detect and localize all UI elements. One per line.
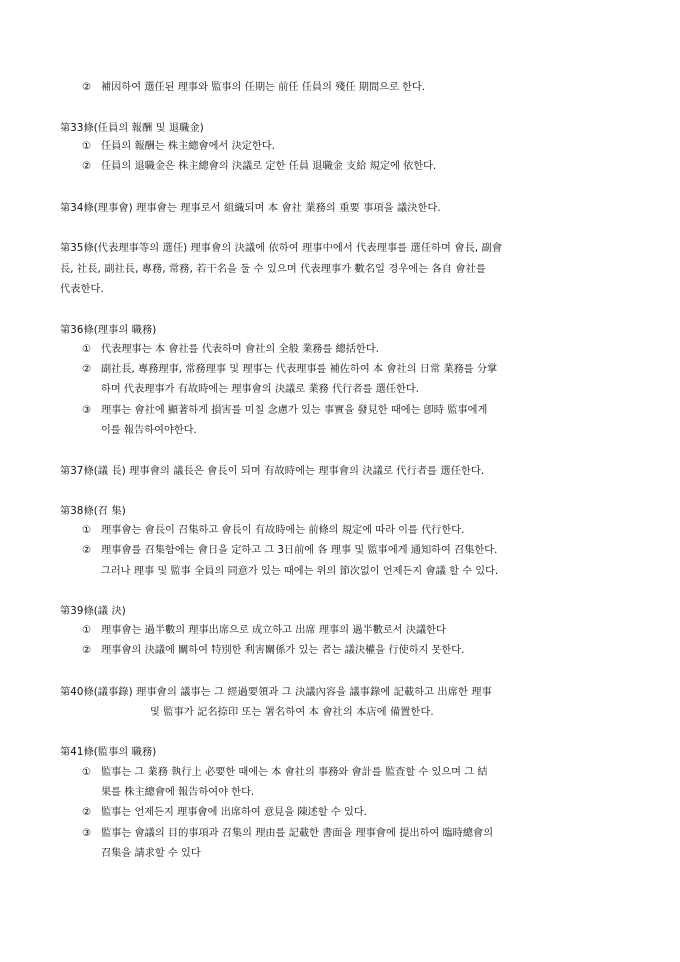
item-number: ③ <box>82 405 92 416</box>
art33-heading: 第33條(任員의 報酬 및 退職金) <box>60 123 204 134</box>
item-text: 監事는 언제든지 理事會에 出席하여 意見을 陳述할 수 있다. <box>101 807 367 818</box>
art36-item2-continuation: 하며 代表理事가 有故時에는 理事會의 決議로 業務 代行者를 選任한다. <box>101 384 419 395</box>
item-number: ① <box>82 525 92 536</box>
item-number: ① <box>82 344 92 355</box>
art36-heading: 第36條(理事의 職務) <box>60 325 157 336</box>
art34-text: 第34條(理事會) 理事會는 理事로서 組織되며 本 會社 業務의 重要 事項을 議決한다. <box>60 203 441 214</box>
item-number: ② <box>82 161 92 172</box>
item-number: ② <box>82 82 92 93</box>
item-text: 任員의 報酬는 株主總會에서 決定한다. <box>101 141 275 152</box>
art41-heading: 第41條(監事의 職務) <box>60 747 157 758</box>
art39-heading: 第39條(議 決) <box>60 606 126 617</box>
art36-item3-continuation: 이를 報告하여야한다. <box>101 425 197 436</box>
item-text: 監事는 그 業務 執行上 必要한 때에는 本 會社의 事務와 會計를 監査할 수 있으며 그 結 <box>101 767 488 778</box>
item-number: ② <box>82 364 92 375</box>
art40-line2: 및 監事가 記名捺印 또는 署名하여 本 會社의 本店에 備置한다. <box>150 707 434 718</box>
item-number: ① <box>82 625 92 636</box>
item-text: 理事會를 召集함에는 會日을 定하고 그 3日前에 各 理事 및 監事에게 通知하여 召集한다. <box>101 545 498 556</box>
art35-line3: 代表한다. <box>60 284 104 295</box>
item-text: 理事會의 決議에 關하여 特別한 利害關係가 있는 者는 議決權을 行使하지 못한다. <box>101 645 465 656</box>
item-number: ③ <box>82 828 92 839</box>
item-text: 理事會는 會長이 召集하고 會長이 有故時에는 前條의 規定에 따라 이를 代行한다. <box>101 525 465 536</box>
art38-heading: 第38條(召 集) <box>60 506 126 517</box>
item-text: 監事는 會議의 目的事項과 召集의 理由를 記載한 書面을 理事會에 提出하여 臨時總會의 <box>101 828 494 839</box>
art37-text: 第37條(議 長) 理事會의 議長은 會長이 되며 有故時에는 理事會의 決議로 代行者를 選任한다. <box>60 466 485 477</box>
item-text: 任員의 退職金은 株主總會의 決議로 定한 任員 退職金 支給 規定에 依한다. <box>101 161 437 172</box>
item-number: ② <box>82 645 92 656</box>
item-text: 理事는 會社에 顯著하게 損害를 미칠 念慮가 있는 事實을 發見한 때에는 卽時 監事에게 <box>101 405 488 416</box>
item-text: 補因하여 選任된 理事와 監事의 任期는 前任 任員의 殘任 期間으로 한다. <box>101 82 426 93</box>
art41-item1-continuation: 果를 株主總會에 報告하여야 한다. <box>101 787 255 798</box>
item-text: 代表理事는 本 會社를 代表하며 會社의 全般 業務를 總括한다. <box>101 344 379 355</box>
art35-line2: 長, 社長, 副社長, 專務, 常務, 若干名을 둘 수 있으며 代表理事가 數名일 경우에는 各自 會社를 <box>60 264 486 275</box>
item-number: ② <box>82 807 92 818</box>
art35-line1: 第35條(代表理事等의 選任) 理事會의 決議에 依하여 理事中에서 代表理事를 選任하며 會長, 副會 <box>60 243 503 254</box>
item-number: ② <box>82 545 92 556</box>
art41-item3-continuation: 召集을 請求할 수 있다 <box>101 848 201 859</box>
art38-item2-continuation: 그러나 理事 및 監事 全員의 同意가 있는 때에는 위의 節次없이 언제든지 會議 할 수 있다. <box>101 566 499 577</box>
art40-line1: 第40條(議事錄) 理事會의 議事는 그 經過要領과 그 決議內容을 議事錄에 記載하고 出席한 理事 <box>60 687 492 698</box>
item-number: ① <box>82 767 92 778</box>
item-text: 理事會는 過半數의 理事出席으로 成立하고 出席 理事의 過半數로서 決議한다 <box>101 625 446 636</box>
item-number: ① <box>82 141 92 152</box>
item-text: 副社長, 專務理事, 常務理事 및 理事는 代表理事를 補佐하여 本 會社의 日常 業務를 分掌 <box>101 364 498 375</box>
